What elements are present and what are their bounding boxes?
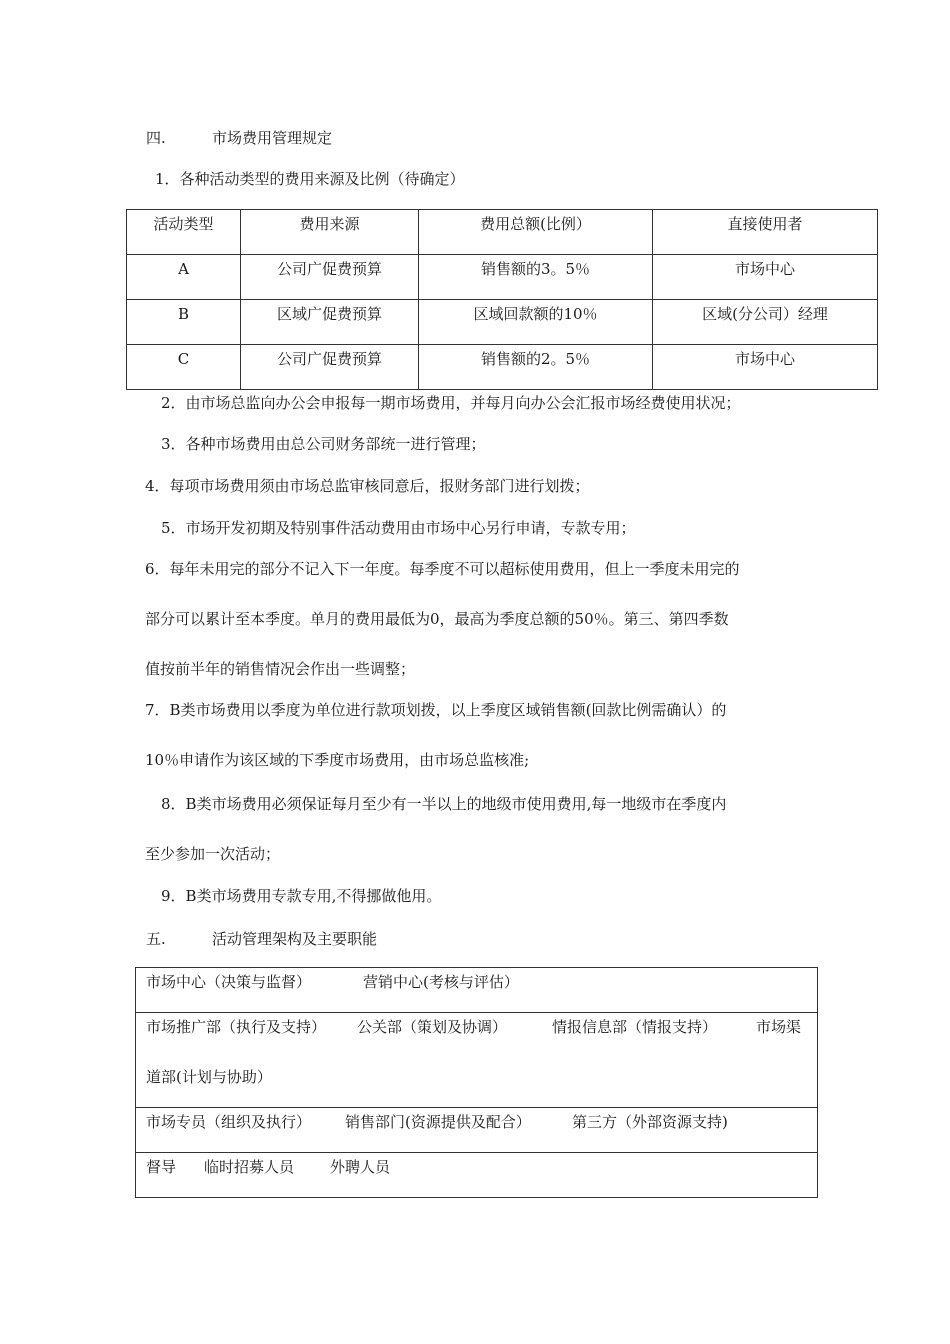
org-pr-dept: 公关部（策划及协调） <box>357 1018 508 1036</box>
table-header-cell: 费用来源 <box>241 210 419 255</box>
org-intel-dept: 情报信息部（情报支持） <box>552 1018 718 1036</box>
org-row-2 <box>135 1012 818 1107</box>
table-cell: 区域回款额的10％ <box>419 300 653 345</box>
section-4-heading <box>146 128 332 148</box>
table-row <box>127 255 878 300</box>
org-third-party: 第三方（外部资源支持) <box>572 1113 728 1131</box>
item-3: 3．各种市场费用由总公司财务部统一进行管理； <box>161 435 486 453</box>
org-row-4 <box>135 1152 818 1198</box>
item-2: 2．由市场总监向办公会申报每一期市场费用，并每月向办公会汇报市场经费使用状况； <box>161 394 741 412</box>
table-cell: 市场中心 <box>653 345 878 390</box>
item-6-line: 6．每年未用完的部分不记入下一年度。每季度不可以超标使用费用，但上一季度未用完的 <box>145 560 740 578</box>
item-6-line: 值按前半年的销售情况会作出一些调整； <box>145 660 416 678</box>
org-external-staff: 外聘人员 <box>330 1158 391 1176</box>
table-cell: 市场中心 <box>653 255 878 300</box>
table-header-cell: 直接使用者 <box>653 210 878 255</box>
org-row-1 <box>135 967 818 1012</box>
item-6-line: 部分可以累计至本季度。单月的费用最低为0，最高为季度总额的50％。第三、第四季数 <box>145 610 729 628</box>
org-market-center: 市场中心（决策与监督） <box>146 973 312 991</box>
item-5: 5．市场开发初期及特别事件活动费用由市场中心另行申请，专款专用； <box>161 519 636 537</box>
org-sales-dept: 销售部门(资源提供及配合） <box>345 1113 531 1131</box>
org-promotion-dept: 市场推广部（执行及支持） <box>146 1018 327 1036</box>
table-cell: C <box>127 345 241 390</box>
section-5-heading <box>146 929 377 949</box>
table-cell: 区域广促费预算 <box>241 300 419 345</box>
table-header-cell: 费用总额(比例） <box>419 210 653 255</box>
org-market-specialist: 市场专员（组织及执行） <box>146 1113 312 1131</box>
table-cell: 销售额的3。5％ <box>419 255 653 300</box>
table-header-row <box>127 210 878 255</box>
table-cell: B <box>127 300 241 345</box>
section-5-number: 五. <box>146 930 166 948</box>
org-channel-dept-part1: 市场渠 <box>756 1018 802 1036</box>
section-4-title: 市场费用管理规定 <box>212 129 333 147</box>
table-header-cell: 活动类型 <box>127 210 241 255</box>
table-cell: 公司广促费预算 <box>241 345 419 390</box>
item-7-line: 7．B类市场费用以季度为单位进行款项划拨，以上季度区域销售额(回款比例需确认）的 <box>145 701 727 719</box>
item-8-line: 至少参加一次活动； <box>145 845 281 863</box>
cost-table <box>126 209 878 390</box>
item-9: 9．B类市场费用专款专用,不得挪做他用。 <box>161 887 442 905</box>
org-temp-staff: 临时招募人员 <box>204 1158 295 1176</box>
section-5-title: 活动管理架构及主要职能 <box>212 930 378 948</box>
org-channel-dept-part2: 道部(计划与协助） <box>146 1068 272 1086</box>
item-8-line: 8．B类市场费用必须保证每月至少有一半以上的地级市使用费用,每一地级市在季度内 <box>161 795 727 813</box>
table-cell: 销售额的2。5％ <box>419 345 653 390</box>
item-4: 4．每项市场费用须由市场总监审核同意后，报财务部门进行划拨； <box>145 477 590 495</box>
table-cell: A <box>127 255 241 300</box>
org-row-3 <box>135 1107 818 1152</box>
table-cell: 公司广促费预算 <box>241 255 419 300</box>
table-cell: 区域(分公司）经理 <box>653 300 878 345</box>
table-row <box>127 300 878 345</box>
table-row <box>127 345 878 390</box>
org-supervisor: 督导 <box>146 1158 177 1176</box>
section-4-number: 四. <box>146 129 166 147</box>
item-1: 1．各种活动类型的费用来源及比例（待确定） <box>155 170 465 188</box>
org-marketing-center: 营销中心(考核与评估） <box>363 973 519 991</box>
item-7-line: 10％申请作为该区域的下季度市场费用，由市场总监核准; <box>145 751 530 769</box>
